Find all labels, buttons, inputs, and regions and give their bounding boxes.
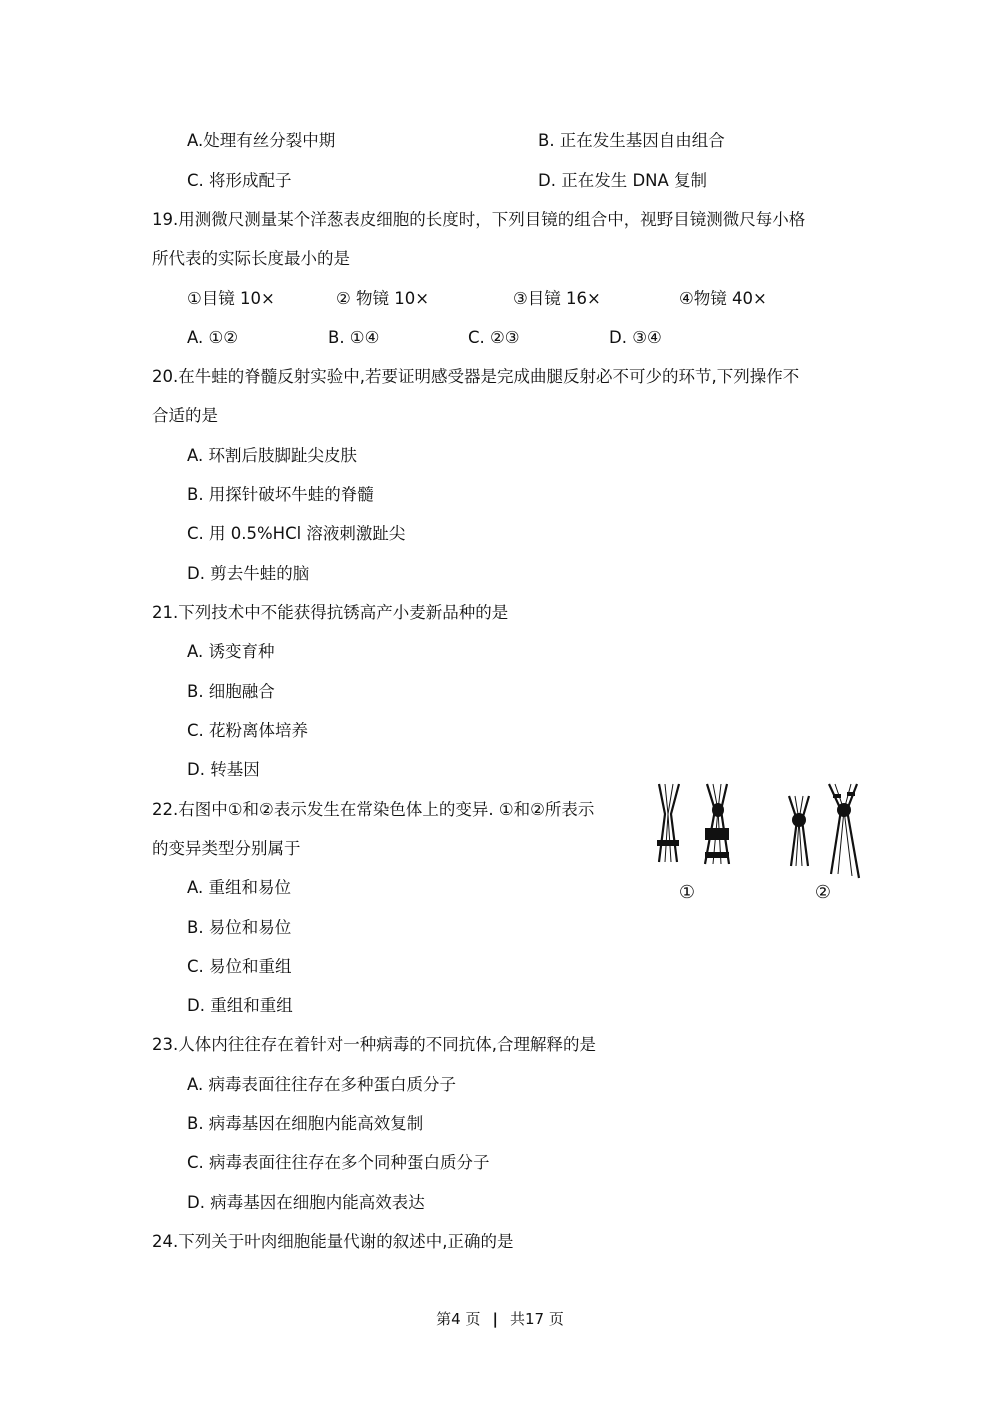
q19-option-b: B. ①④ <box>328 328 380 347</box>
q20-option-d: D. 剪去牛蛙的脑 <box>187 564 310 583</box>
q24-stem: 24.下列关于叶肉细胞能量代谢的叙述中,正确的是 <box>152 1232 514 1251</box>
q21-option-b: B. 细胞融合 <box>187 682 275 701</box>
q20-option-b: B. 用探针破坏牛蛙的脊髓 <box>187 485 374 504</box>
q23-option-a: A. 病毒表面往往存在多种蛋白质分子 <box>187 1075 456 1094</box>
q23-option-b: B. 病毒基因在细胞内能高效复制 <box>187 1114 424 1133</box>
current-page: 第4 页 <box>436 1310 481 1328</box>
q19-item-4: ④物镜 40× <box>679 289 767 308</box>
q18-option-a: A.处理有丝分裂中期 <box>187 131 336 150</box>
q22-option-d: D. 重组和重组 <box>187 996 293 1015</box>
q22-option-c: C. 易位和重组 <box>187 957 292 976</box>
q20-option-c: C. 用 0.5%HCl 溶液刺激趾尖 <box>187 524 406 543</box>
q18-option-d: D. 正在发生 DNA 复制 <box>538 171 708 190</box>
q22-option-a: A. 重组和易位 <box>187 878 291 897</box>
q19-stem-line1: 19.用测微尺测量某个洋葱表皮细胞的长度时，下列目镜的组合中，视野目镜测微尺每小格 <box>152 210 806 229</box>
q23-option-d: D. 病毒基因在细胞内能高效表达 <box>187 1193 425 1212</box>
figure-label-1: ① <box>678 882 696 903</box>
chromosome-figure <box>645 778 870 908</box>
q19-stem-line2: 所代表的实际长度最小的是 <box>152 249 350 268</box>
q22-option-b: B. 易位和易位 <box>187 918 292 937</box>
q21-option-a: A. 诱变育种 <box>187 642 275 661</box>
q19-item-3: ③目镜 16× <box>513 289 601 308</box>
chromosome-1b <box>705 784 729 864</box>
chromosome-pair-1 <box>657 784 859 878</box>
q21-stem: 21.下列技术中不能获得抗锈高产小麦新品种的是 <box>152 603 509 622</box>
q19-option-a: A. ①② <box>187 328 239 347</box>
q22-stem-line2: 的变异类型分别属于 <box>152 839 301 858</box>
q18-option-c: C. 将形成配子 <box>187 171 292 190</box>
q20-stem-line1: 20.在牛蛙的脊髓反射实验中,若要证明感受器是完成曲腿反射必不可少的环节,下列操作不 <box>152 367 800 386</box>
q20-stem-line2: 合适的是 <box>152 406 218 425</box>
q19-item-1: ①目镜 10× <box>187 289 275 308</box>
q18-option-b: B. 正在发生基因自由组合 <box>538 131 725 150</box>
chromosome-2a <box>789 796 809 866</box>
chromosome-2b <box>829 784 859 878</box>
total-pages: 共17 页 <box>509 1310 564 1328</box>
q23-stem: 23.人体内往往存在着针对一种病毒的不同抗体,合理解释的是 <box>152 1035 596 1054</box>
q19-item-2: ② 物镜 10× <box>336 289 430 308</box>
q20-option-a: A. 环割后肢脚趾尖皮肤 <box>187 446 357 465</box>
q21-option-d: D. 转基因 <box>187 760 260 779</box>
footer-separator: | <box>492 1310 498 1328</box>
q23-option-c: C. 病毒表面往往存在多个同种蛋白质分子 <box>187 1153 490 1172</box>
q19-option-d: D. ③④ <box>609 328 662 347</box>
q22-stem-line1: 22.右图中①和②表示发生在常染色体上的变异. ①和②所表示 <box>152 800 595 819</box>
page-footer <box>0 1308 1000 1330</box>
chromosome-1a <box>657 784 679 862</box>
figure-label-2: ② <box>814 882 832 903</box>
q21-option-c: C. 花粉离体培养 <box>187 721 309 740</box>
q19-option-c: C. ②③ <box>468 328 520 347</box>
